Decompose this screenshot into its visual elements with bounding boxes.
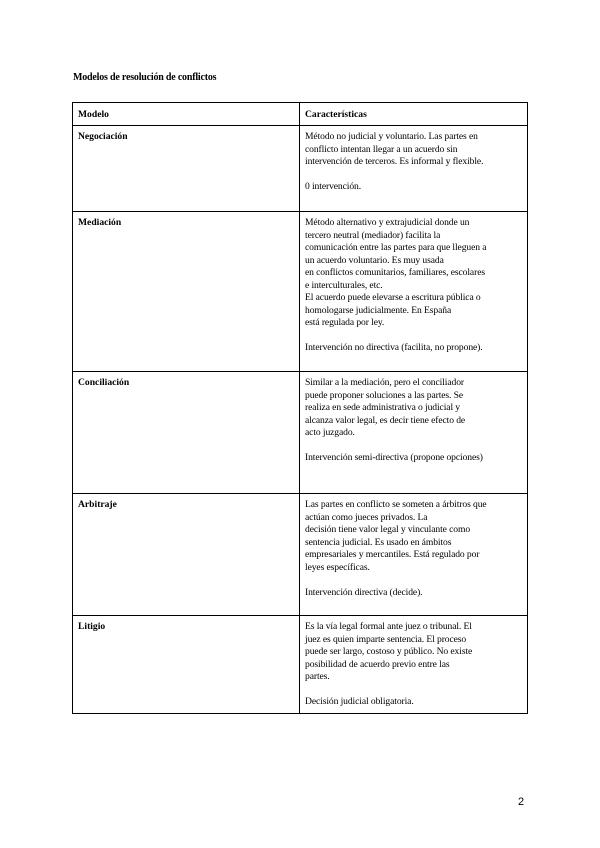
model-name: Litigio	[73, 616, 300, 714]
model-characteristics	[300, 494, 528, 616]
header-characteristics: Características	[300, 103, 528, 126]
table-header-row	[73, 103, 528, 126]
table-row-litigio	[73, 616, 528, 714]
model-description: Similar a la mediación, pero el conciliador puede proponer soluciones a las partes. Se realiza en sede administrativa o judicial y alcanza valor legal, es decir tiene efecto de acto juzgado.	[305, 377, 466, 438]
page-number: 2	[518, 796, 525, 808]
model-description: Las partes en conflicto se someten a árbitros que actúan como jueces privados. La decisión tiene valor legal y vinculante como sentencia judicial. Es usado en ámbitos empresariales y mercantiles. Está regulado por leyes específicas.	[305, 499, 487, 573]
document-title: Modelos de resolución de conflictos	[73, 72, 217, 83]
model-characteristics	[300, 212, 528, 372]
table-row-mediacion	[73, 212, 528, 372]
model-characteristics	[300, 616, 528, 714]
table-row-negociacion	[73, 126, 528, 212]
conflict-models-table	[72, 102, 528, 714]
model-characteristics	[300, 126, 528, 212]
model-name: Mediación	[73, 212, 300, 372]
model-description: Método alternativo y extrajudicial donde un tercero neutral (mediador) facilita la comunicación entre las partes para que lleguen a un acuerdo voluntario. Es muy usada en conflictos comunitarios, familiares, escolares e interculturales, etc. El acuerdo puede elevarse a escritura pública o homologarse judicialmente. En España está regulada por ley.	[305, 217, 487, 328]
model-intervention: Intervención no directiva (facilita, no propone).	[305, 342, 483, 353]
model-name: Conciliación	[73, 372, 300, 494]
table-row-arbitraje	[73, 494, 528, 616]
table-row-conciliacion	[73, 372, 528, 494]
model-intervention: Decisión judicial obligatoria.	[305, 696, 414, 707]
model-description: Es la vía legal formal ante juez o tribunal. El juez es quien imparte sentencia. El proceso puede ser largo, costoso y público. No existe posibilidad de acuerdo previo entre las partes.	[305, 621, 473, 682]
model-name: Arbitraje	[73, 494, 300, 616]
header-model: Modelo	[73, 103, 300, 126]
model-intervention: 0 intervención.	[305, 181, 362, 192]
model-characteristics	[300, 372, 528, 494]
model-name: Negociación	[73, 126, 300, 212]
model-intervention: Intervención directiva (decide).	[305, 586, 423, 598]
model-intervention: Intervención semi-directiva (propone opciones)	[305, 452, 483, 463]
model-description: Método no judicial y voluntario. Las partes en conflicto intentan llegar a un acuerdo sin intervención de terceros. Es informal y flexible.	[305, 131, 484, 167]
